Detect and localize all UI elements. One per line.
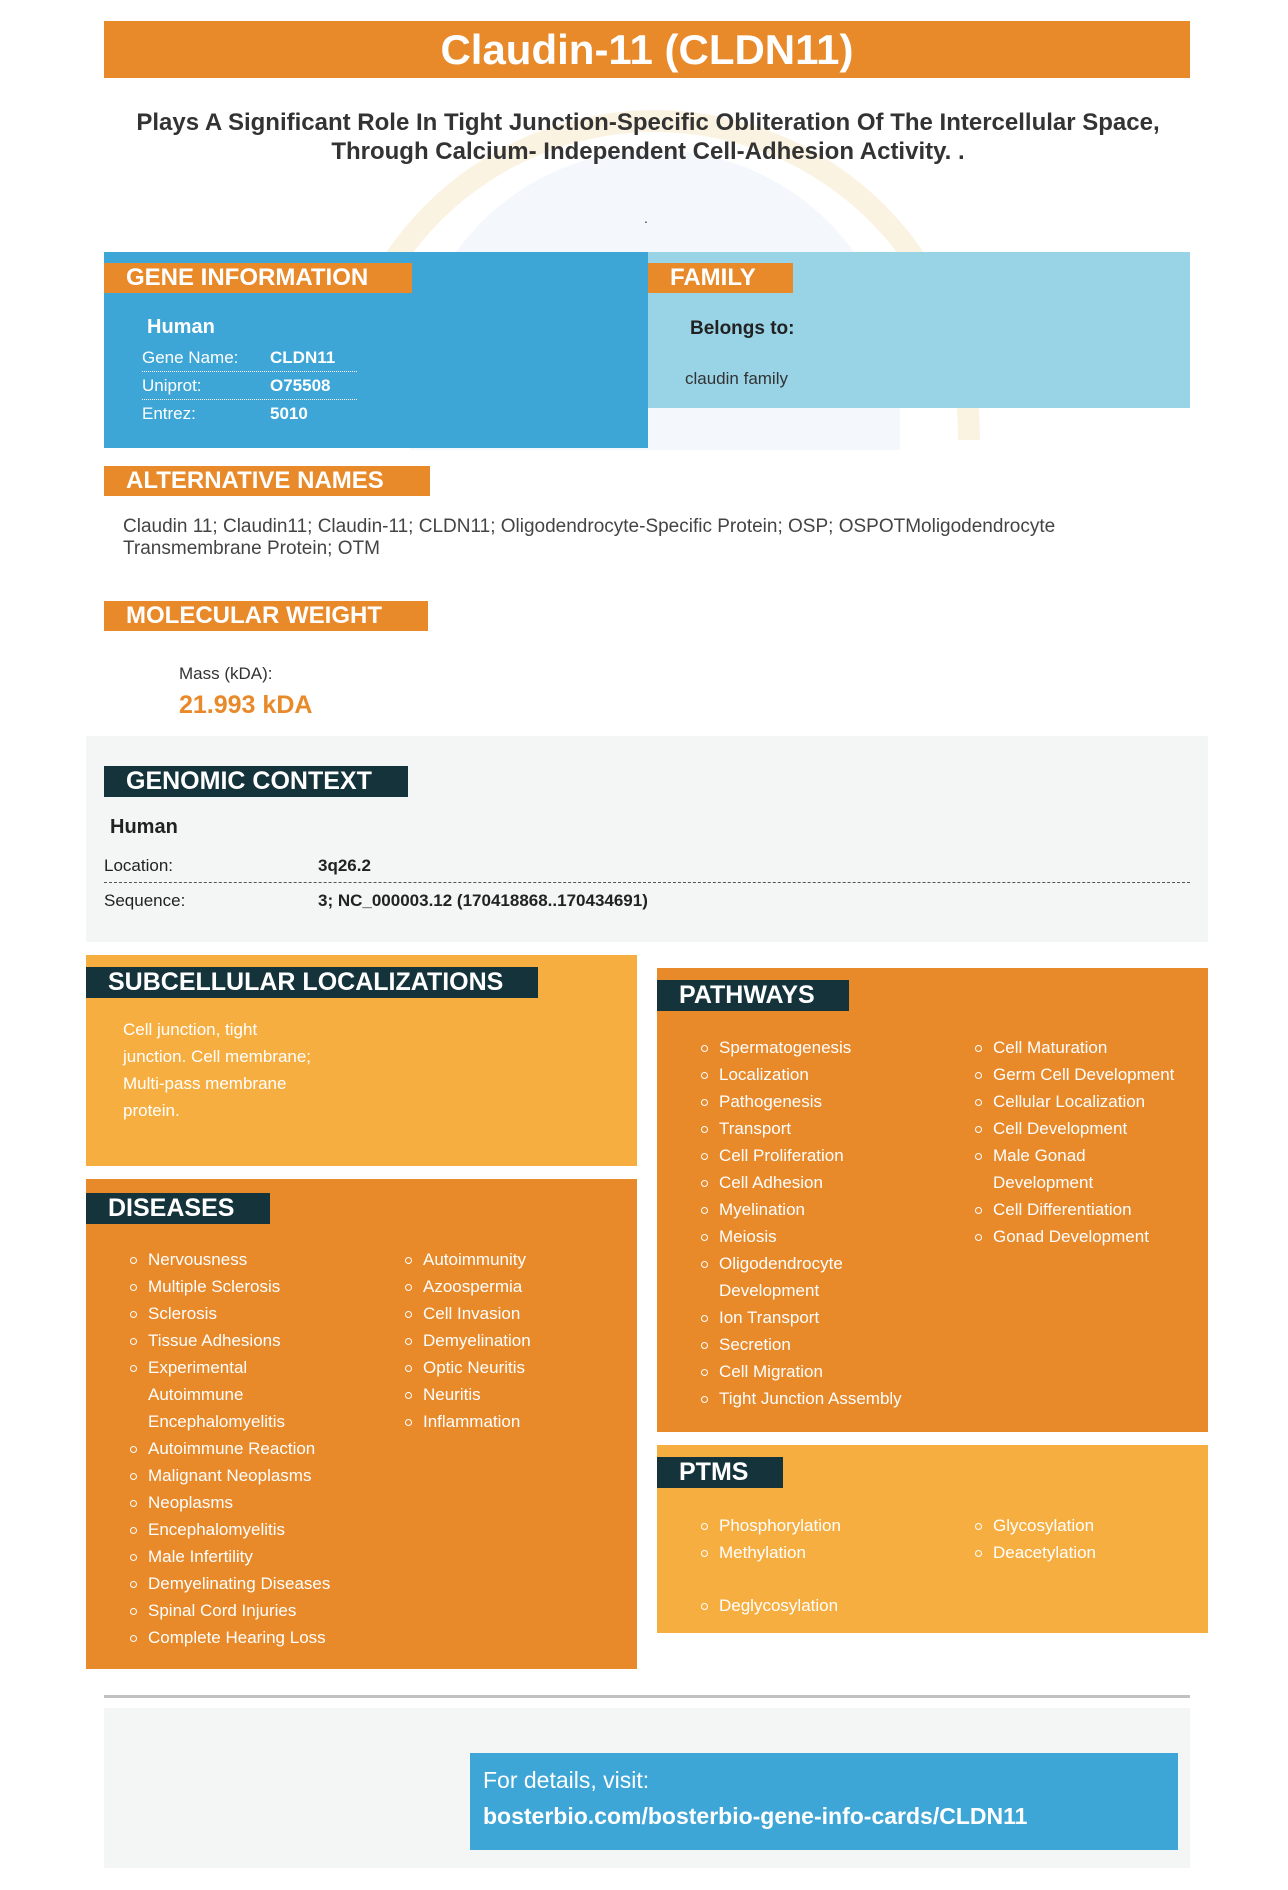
subcellular-heading: SUBCELLULAR LOCALIZATIONS	[86, 967, 538, 998]
mass-value: 21.993 kDA	[179, 691, 313, 719]
subcellular-localizations-panel	[86, 955, 637, 1166]
disease-item: Nervousness	[130, 1246, 356, 1273]
uniprot-key: Uniprot:	[142, 376, 202, 395]
ptms-list-col1	[701, 1512, 941, 1566]
summary-extra: .	[644, 210, 648, 226]
subcellular-text	[123, 1016, 311, 1124]
pathway-item: Meiosis	[701, 1223, 941, 1250]
location-key: Location:	[104, 856, 173, 875]
family-value: claudin family	[685, 369, 788, 388]
disease-item: Multiple Sclerosis	[130, 1273, 356, 1300]
disease-item: Sclerosis	[130, 1300, 356, 1327]
gene-name-key: Gene Name:	[142, 348, 239, 367]
disease-item: Demyelination	[405, 1327, 625, 1354]
ptm-item: Glycosylation	[975, 1512, 1201, 1539]
ptms-panel	[657, 1445, 1208, 1633]
pathways-list-col1	[701, 1034, 941, 1412]
ptm-item: Deglycosylation	[701, 1592, 941, 1619]
sequence-row	[104, 884, 1190, 918]
subcellular-line: junction. Cell membrane;	[123, 1047, 312, 1066]
pathway-item: Tight Junction Assembly	[701, 1385, 941, 1412]
location-row	[104, 849, 1190, 883]
gene-information-panel	[104, 252, 648, 448]
pathway-item: Cell Development	[975, 1115, 1201, 1142]
diseases-list-col2	[405, 1246, 625, 1435]
pathway-item: Localization	[701, 1061, 941, 1088]
pathway-item: Oligodendrocyte Development	[701, 1250, 861, 1304]
gene-name-row	[142, 344, 357, 372]
ptm-item: Deacetylation	[975, 1539, 1201, 1566]
gene-information-heading: GENE INFORMATION	[104, 263, 412, 293]
subcellular-line: protein.	[123, 1101, 180, 1120]
disease-item: Demyelinating Diseases	[130, 1570, 356, 1597]
pathway-item: Myelination	[701, 1196, 941, 1223]
pathway-item: Transport	[701, 1115, 941, 1142]
disease-item: Spinal Cord Injuries	[130, 1597, 356, 1624]
pathway-item: Germ Cell Development	[975, 1061, 1201, 1088]
pathways-panel	[657, 968, 1208, 1432]
gene-function-summary: Plays A Significant Role In Tight Junction-Specific Obliteration Of The Intercellular Space, Through Calcium- Independent Cell-Adhesion Activity. .	[136, 109, 1160, 165]
gene-name-value: CLDN11	[270, 348, 336, 367]
footer-divider	[104, 1695, 1190, 1698]
page-title: Claudin-11 (CLDN11)	[104, 21, 1190, 78]
ptms-list-col2	[975, 1512, 1201, 1566]
details-link-box[interactable]	[470, 1753, 1178, 1850]
pathways-heading: PATHWAYS	[657, 980, 849, 1011]
genomic-context-panel	[86, 736, 1208, 942]
disease-item: Autoimmune Reaction	[130, 1435, 356, 1462]
disease-item: Cell Invasion	[405, 1300, 625, 1327]
disease-item: Tissue Adhesions	[130, 1327, 356, 1354]
alternative-names-heading: ALTERNATIVE NAMES	[104, 466, 430, 496]
disease-item: Encephalomyelitis	[130, 1516, 356, 1543]
diseases-list-col1	[130, 1246, 356, 1651]
belongs-to-label: Belongs to:	[690, 318, 795, 339]
pathway-item: Secretion	[701, 1331, 941, 1358]
genomic-context-heading: GENOMIC CONTEXT	[104, 766, 408, 797]
pathways-list-col2	[975, 1034, 1201, 1250]
pathway-item: Pathogenesis	[701, 1088, 941, 1115]
pathway-item: Cell Proliferation	[701, 1142, 941, 1169]
ptm-item: Phosphorylation	[701, 1512, 941, 1539]
subcellular-line: Cell junction, tight	[123, 1020, 258, 1039]
alternative-names-text: Claudin 11; Claudin11; Claudin-11; CLDN11; Oligodendrocyte-Specific Protein; OSP; OSPOTMoligodendrocyte Transmembrane Protein; OTM	[123, 516, 1056, 559]
details-label: For details, visit:	[483, 1767, 650, 1793]
disease-item: Neoplasms	[130, 1489, 356, 1516]
disease-item: Autoimmunity	[405, 1246, 625, 1273]
disease-item: Neuritis	[405, 1381, 625, 1408]
location-value: 3q26.2	[318, 856, 371, 875]
disease-item: Azoospermia	[405, 1273, 625, 1300]
subcellular-line: Multi-pass membrane	[123, 1074, 287, 1093]
uniprot-value: O75508	[270, 376, 331, 395]
gene-species: Human	[147, 316, 215, 338]
family-heading: FAMILY	[648, 263, 793, 293]
diseases-heading: DISEASES	[86, 1193, 270, 1224]
pathway-item: Cell Maturation	[975, 1034, 1201, 1061]
disease-item: Inflammation	[405, 1408, 625, 1435]
ptms-heading: PTMS	[657, 1457, 783, 1488]
ptms-list-extra	[701, 1592, 941, 1619]
disease-item: Complete Hearing Loss	[130, 1624, 356, 1651]
ptm-item: Methylation	[701, 1539, 941, 1566]
pathway-item: Ion Transport	[701, 1304, 941, 1331]
sequence-key: Sequence:	[104, 891, 186, 910]
genomic-species: Human	[110, 816, 178, 838]
family-panel	[648, 252, 1190, 408]
sequence-value: 3; NC_000003.12 (170418868..170434691)	[318, 891, 648, 910]
pathway-item: Cellular Localization	[975, 1088, 1201, 1115]
details-url-link[interactable]: bosterbio.com/bosterbio-gene-info-cards/CLDN11	[483, 1803, 1028, 1829]
uniprot-row	[142, 372, 357, 400]
pathway-item: Spermatogenesis	[701, 1034, 941, 1061]
entrez-row	[142, 400, 357, 428]
pathway-item: Cell Differentiation	[975, 1196, 1201, 1223]
disease-item: Experimental Autoimmune Encephalomyelitis	[130, 1354, 290, 1435]
entrez-value: 5010	[270, 404, 308, 423]
disease-item: Optic Neuritis	[405, 1354, 625, 1381]
disease-item: Malignant Neoplasms	[130, 1462, 356, 1489]
mass-label: Mass (kDA):	[179, 664, 273, 683]
entrez-key: Entrez:	[142, 404, 196, 423]
disease-item: Male Infertility	[130, 1543, 356, 1570]
pathway-item: Gonad Development	[975, 1223, 1201, 1250]
pathway-item: Cell Adhesion	[701, 1169, 941, 1196]
pathway-item: Cell Migration	[701, 1358, 941, 1385]
pathway-item: Male Gonad Development	[975, 1142, 1105, 1196]
molecular-weight-heading: MOLECULAR WEIGHT	[104, 601, 428, 631]
diseases-panel	[86, 1179, 637, 1669]
